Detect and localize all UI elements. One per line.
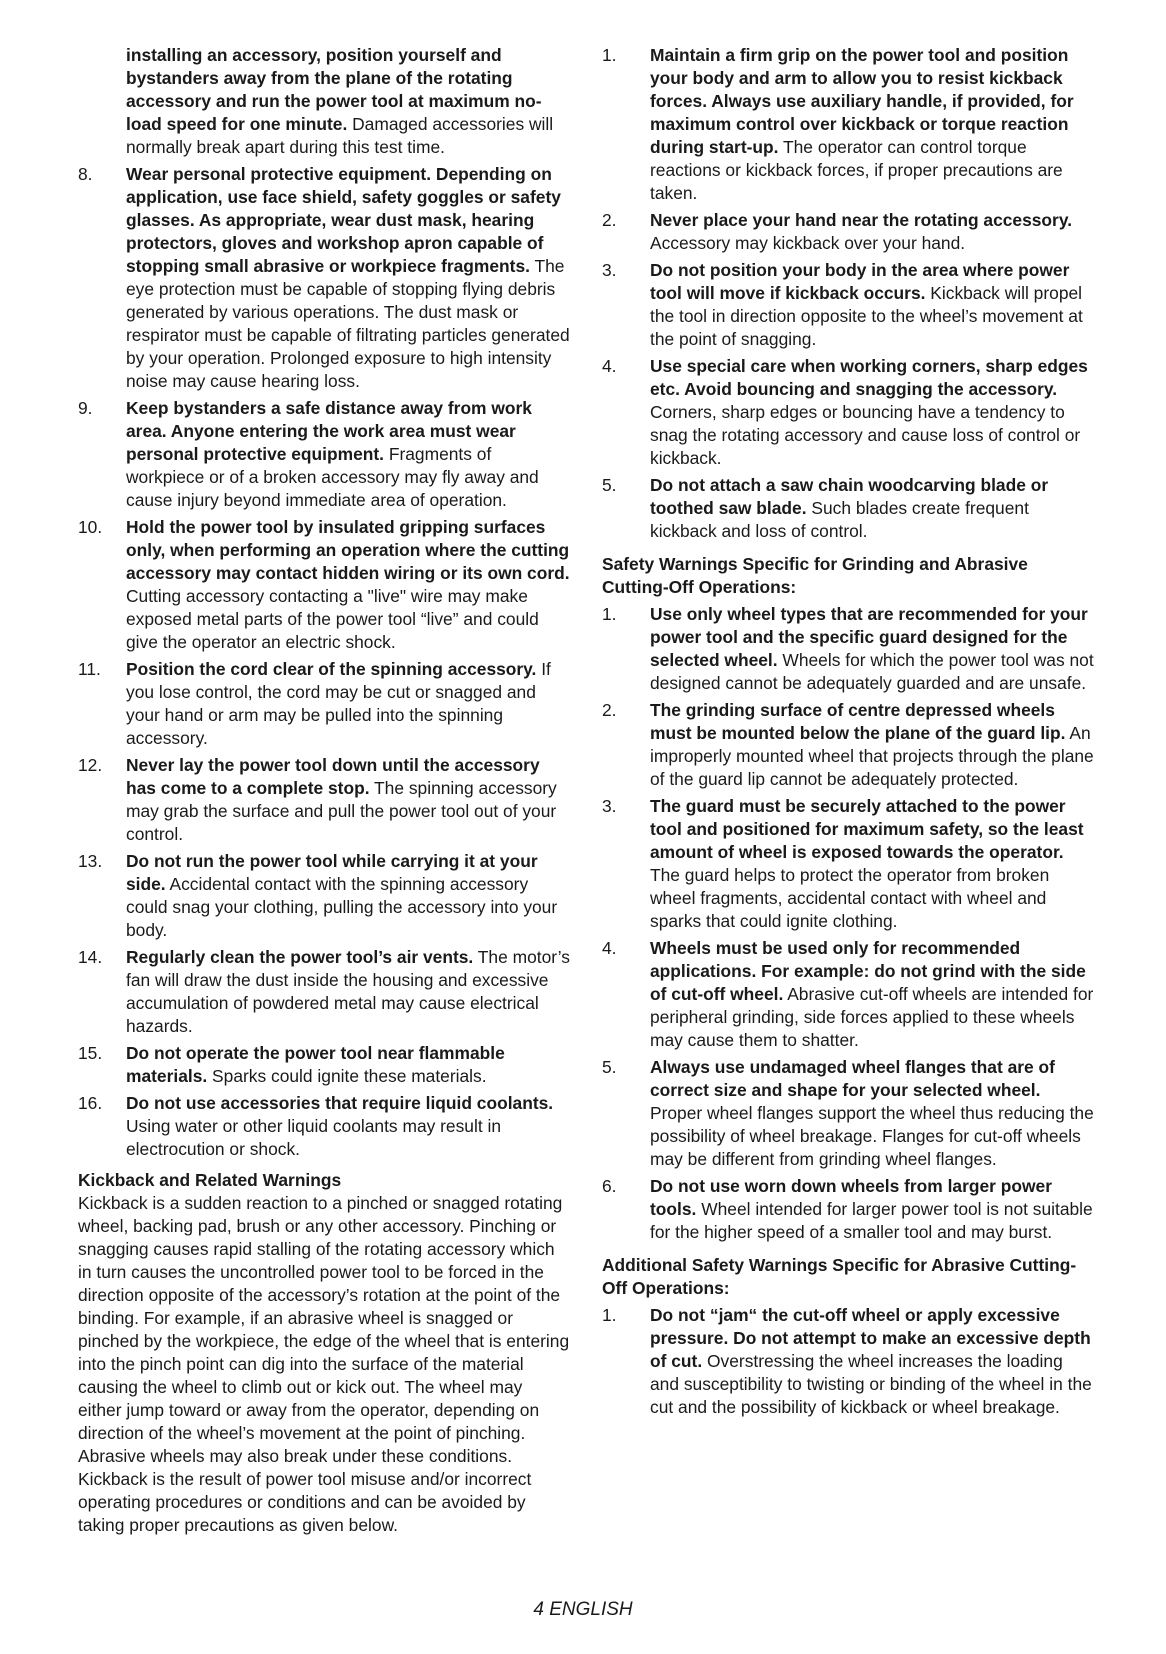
- kickback-item: [602, 474, 1096, 543]
- item-number: 5.: [602, 1057, 617, 1077]
- item-number: 16.: [78, 1093, 103, 1113]
- warning-text: Kickback will propel the tool in direction opposite to the wheel’s movement at the point of snagging.: [650, 283, 1083, 349]
- item-number: 2.: [602, 700, 617, 720]
- warning-text: Fragments of workpiece or of a broken accessory may fly away and cause injury beyond immediate area of operation.: [126, 444, 539, 510]
- warning-text: Cutting accessory contacting a "live" wire may make exposed metal parts of the power tool “live” and could give the operator an electric shock.: [126, 586, 539, 652]
- item-number: 2.: [602, 210, 617, 230]
- item-number: 3.: [602, 260, 617, 280]
- warning-bold: Never lay the power tool down until the accessory has come to a complete stop.: [126, 755, 540, 798]
- warning-bold: Use only wheel types that are recommended for your power tool and the specific guard designed for the selected wheel.: [650, 604, 1088, 670]
- item-number: 6.: [602, 1176, 617, 1196]
- warning-item: [78, 1092, 570, 1161]
- item-number: 13.: [78, 851, 103, 871]
- warning-bold: Hold the power tool by insulated gripping surfaces only, when performing an operation where the cutting accessory may contact hidden wiring or its own cord.: [126, 517, 570, 583]
- warning-text: Proper wheel flanges support the wheel thus reducing the possibility of wheel breakage. Flanges for cut-off wheels may be different from grinding wheel flanges.: [650, 1103, 1094, 1169]
- warning-bold: The guard must be securely attached to the power tool and positioned for maximum safety, so the least amount of wheel is exposed towards the operator.: [650, 796, 1084, 862]
- warning-item: [78, 754, 570, 846]
- item-number: 11.: [78, 659, 101, 679]
- section-heading-abrasive: Additional Safety Warnings Specific for Abrasive Cutting-Off Operations:: [602, 1255, 1077, 1298]
- item-number: 4.: [602, 938, 617, 958]
- warning-text: The eye protection must be capable of stopping flying debris generated by various operations. The dust mask or respirator must be capable of filtrating particles generated by your operation. Prolonged exposure to high intensity noise may cause hearing loss.: [126, 256, 570, 391]
- item-number: 5.: [602, 475, 617, 495]
- grinding-item: [602, 795, 1096, 933]
- warning-bold: Do not run the power tool while carrying it at your side.: [126, 851, 538, 894]
- warning-bold: Maintain a firm grip on the power tool and position your body and arm to allow you to resist kickback forces. Always use auxiliary handle, if provided, for maximum control over kickback or torque reaction during start-up.: [650, 45, 1074, 157]
- warning-item: [78, 1042, 570, 1088]
- warning-bold: Do not “jam“ the cut-off wheel or apply excessive pressure. Do not attempt to make an excessive depth of cut.: [650, 1305, 1091, 1371]
- warning-bold: Do not use accessories that require liquid coolants.: [126, 1093, 554, 1113]
- item-number: 10.: [78, 517, 103, 537]
- warning-bold: Do not position your body in the area where power tool will move if kickback occurs.: [650, 260, 1070, 303]
- section-heading-kickback: Kickback and Related Warnings: [78, 1170, 342, 1190]
- warning-bold: The grinding surface of centre depressed wheels must be mounted below the plane of the guard lip.: [650, 700, 1066, 743]
- grinding-item: [602, 699, 1096, 791]
- item-number: 1.: [602, 1305, 617, 1325]
- warning-text: Damaged accessories will normally break apart during this test time.: [126, 114, 554, 157]
- kickback-item: [602, 44, 1096, 205]
- warning-text: Sparks could ignite these materials.: [207, 1066, 487, 1086]
- warning-bold: Wheels must be used only for recommended applications. For example: do not grind with the side of cut-off wheel.: [650, 938, 1086, 1004]
- item-number: 4.: [602, 356, 617, 376]
- warning-bold: Use special care when working corners, sharp edges etc. Avoid bouncing and snagging the accessory.: [650, 356, 1088, 399]
- warning-item: [78, 658, 570, 750]
- warning-text: Such blades create frequent kickback and loss of control.: [650, 498, 1029, 541]
- grinding-item: [602, 1056, 1096, 1171]
- warning-text: An improperly mounted wheel that projects through the plane of the guard lip cannot be adequately protected.: [650, 723, 1094, 789]
- warning-bold: Keep bystanders a safe distance away from work area. Anyone entering the work area must wear personal protective equipment.: [126, 398, 532, 464]
- item-number: 8.: [78, 164, 93, 184]
- warning-bold: Do not operate the power tool near flammable materials.: [126, 1043, 505, 1086]
- warning-text: Accidental contact with the spinning accessory could snag your clothing, pulling the accessory into your body.: [126, 874, 558, 940]
- warning-text: The motor’s fan will draw the dust inside the housing and excessive accumulation of powdered metal may cause electrical hazards.: [126, 947, 570, 1036]
- kickback-item: [602, 209, 1096, 255]
- warning-text: If you lose control, the cord may be cut or snagged and your hand or arm may be pulled into the spinning accessory.: [126, 659, 551, 748]
- warning-bold: Do not attach a saw chain woodcarving blade or toothed saw blade.: [650, 475, 1049, 518]
- warning-bold: Wear personal protective equipment. Depending on application, use face shield, safety goggles or safety glasses. As appropriate, wear dust mask, hearing protectors, gloves and workshop apron capable of stopping small abrasive or workpiece fragments.: [126, 164, 561, 276]
- warning-bold: Always use undamaged wheel flanges that are of correct size and shape for your selected wheel.: [650, 1057, 1055, 1100]
- warning-item: [78, 946, 570, 1038]
- warning-item: [78, 163, 570, 393]
- warning-bold: Never place your hand near the rotating accessory.: [650, 210, 1073, 230]
- warning-text: Corners, sharp edges or bouncing have a tendency to snag the rotating accessory and cause loss of control or kickback.: [650, 402, 1081, 468]
- grinding-item: [602, 1175, 1096, 1244]
- warning-text: Accessory may kickback over your hand.: [650, 233, 966, 253]
- abrasive-item: [602, 1304, 1096, 1419]
- item-number: 9.: [78, 398, 93, 418]
- section-heading-grinding: Safety Warnings Specific for Grinding and Abrasive Cutting-Off Operations:: [602, 554, 1028, 597]
- item-number: 12.: [78, 755, 103, 775]
- page-footer: 4 ENGLISH: [533, 1599, 633, 1620]
- grinding-item: [602, 603, 1096, 695]
- item-number: 3.: [602, 796, 617, 816]
- item-number: 1.: [602, 45, 617, 65]
- warning-text: The operator can control torque reactions or kickback forces, if proper precautions are taken.: [650, 137, 1063, 203]
- warning-text: The spinning accessory may grab the surface and pull the power tool out of your control.: [126, 778, 557, 844]
- right-column: [602, 44, 1096, 1423]
- continued-warning-7: [126, 44, 570, 159]
- warning-text: Using water or other liquid coolants may result in electrocution or shock.: [126, 1116, 502, 1159]
- item-number: 15.: [78, 1043, 103, 1063]
- warning-item: [78, 516, 570, 654]
- warning-bold: Regularly clean the power tool’s air vents.: [126, 947, 474, 967]
- warning-bold: installing an accessory, position yourself and bystanders away from the plane of the rotating accessory and run the power tool at maximum no-load speed for one minute.: [126, 45, 542, 134]
- warning-bold: Position the cord clear of the spinning accessory.: [126, 659, 537, 679]
- warning-item: [78, 397, 570, 512]
- item-number: 1.: [602, 604, 617, 624]
- item-number: 14.: [78, 947, 103, 967]
- kickback-paragraph: Kickback is a sudden reaction to a pinched or snagged rotating wheel, backing pad, brush or any other accessory. Pinching or snagging causes rapid stalling of the rotating accessory which in turn causes the uncontrolled power tool to be forced in the direction opposite of the accessory’s rotation at the point of the binding. For example, if an abrasive wheel is snagged or pinched by the workpiece, the edge of the wheel that is entering into the pinch point can dig into the surface of the material causing the wheel to climb out or kick out. The wheel may either jump toward or away from the operator, depending on direction of the wheel’s movement at the point of pinching. Abrasive wheels may also break under these conditions. Kickback is the result of power tool misuse and/or incorrect operating procedures or conditions and can be avoided by taking proper precautions as given below.: [78, 1193, 570, 1535]
- warning-item: [78, 850, 570, 942]
- warning-bold: Do not use worn down wheels from larger power tools.: [650, 1176, 1052, 1219]
- kickback-item: [602, 259, 1096, 351]
- left-column: [78, 44, 570, 1537]
- warning-text: Abrasive cut-off wheels are intended for peripheral grinding, side forces applied to these wheels may cause them to shatter.: [650, 984, 1094, 1050]
- warning-text: Wheel intended for larger power tool is not suitable for the higher speed of a smaller tool and may burst.: [650, 1199, 1093, 1242]
- warning-text: The guard helps to protect the operator from broken wheel fragments, accidental contact with wheel and sparks that could ignite clothing.: [650, 865, 1050, 931]
- warning-text: Wheels for which the power tool was not designed cannot be adequately guarded and are unsafe.: [650, 650, 1094, 693]
- warning-text: Overstressing the wheel increases the loading and susceptibility to twisting or binding of the wheel in the cut and the possibility of kickback or wheel breakage.: [650, 1351, 1092, 1417]
- kickback-item: [602, 355, 1096, 470]
- grinding-item: [602, 937, 1096, 1052]
